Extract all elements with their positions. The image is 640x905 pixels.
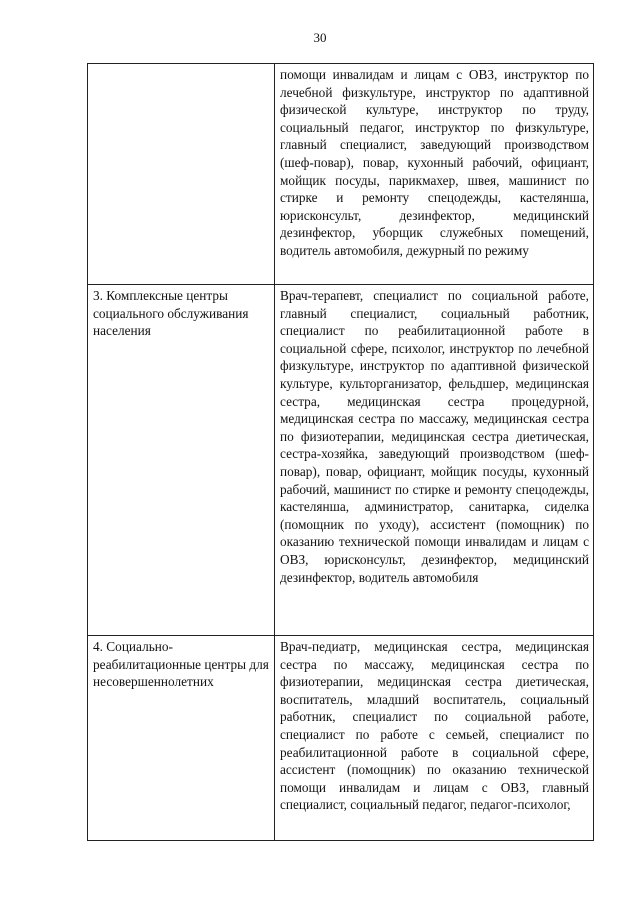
institution-cell: 4. Социально-реабилитационные центры для несовершеннолетних (88, 636, 275, 841)
staff-table (87, 63, 594, 841)
institution-cell: 3. Комплексные центры социального обслуживания населения (88, 285, 275, 636)
table-row (88, 285, 594, 636)
table-row (88, 64, 594, 285)
page-number: 30 (313, 30, 327, 45)
positions-cell: помощи инвалидам и лицам с ОВЗ, инструктор по лечебной физкультуре, инструктор по адаптивной физической культуре, инструктор по труду, социальный педагог, инструктор по физкультуре, главный специалист, заведующий производством (шеф-повар), повар, кухонный рабочий, официант, мойщик посуды, парикмахер, швея, машинист по стирке и ремонту спецодежды, кастелянша, юрисконсульт, дезинфектор, медицинский дезинфектор, уборщик служебных помещений, водитель автомобиля, дежурный по режиму (275, 64, 594, 285)
institution-cell (88, 64, 275, 285)
positions-cell: Врач-педиатр, медицинская сестра, медицинская сестра по массажу, медицинская сестра по физиотерапии, медицинская сестра диетическая, воспитатель, младший воспитатель, социальный работник, специалист по социальной работе, специалист по работе с семьей, специалист по реабилитационной работе в социальной сфере, ассистент (помощник) по оказанию технической помощи инвалидам и лицам с ОВЗ, главный специалист, социальный педагог, педагог-психолог, (275, 636, 594, 841)
positions-cell: Врач-терапевт, специалист по социальной работе, главный специалист, социальный работник, специалист по реабилитационной работе в социальной сфере, психолог, инструктор по лечебной физкультуре, инструктор по адаптивной физической культуре, культорганизатор, фельдшер, медицинская сестра, медицинская сестра процедурной, медицинская сестра по массажу, медицинская сестра по физиотерапии, медицинская сестра диетическая, сестра-хозяйка, заведующий производством (шеф-повар), повар, официант, мойщик посуды, кухонный рабочий, машинист по стирке и ремонту спецодежды, кастелянша, администратор, санитарка, сиделка (помощник по уходу), ассистент (помощник) по оказанию технической помощи инвалидам и лицам с ОВЗ, юрисконсульт, дезинфектор, медицинский дезинфектор, водитель автомобиля (275, 285, 594, 636)
table-row (88, 636, 594, 841)
